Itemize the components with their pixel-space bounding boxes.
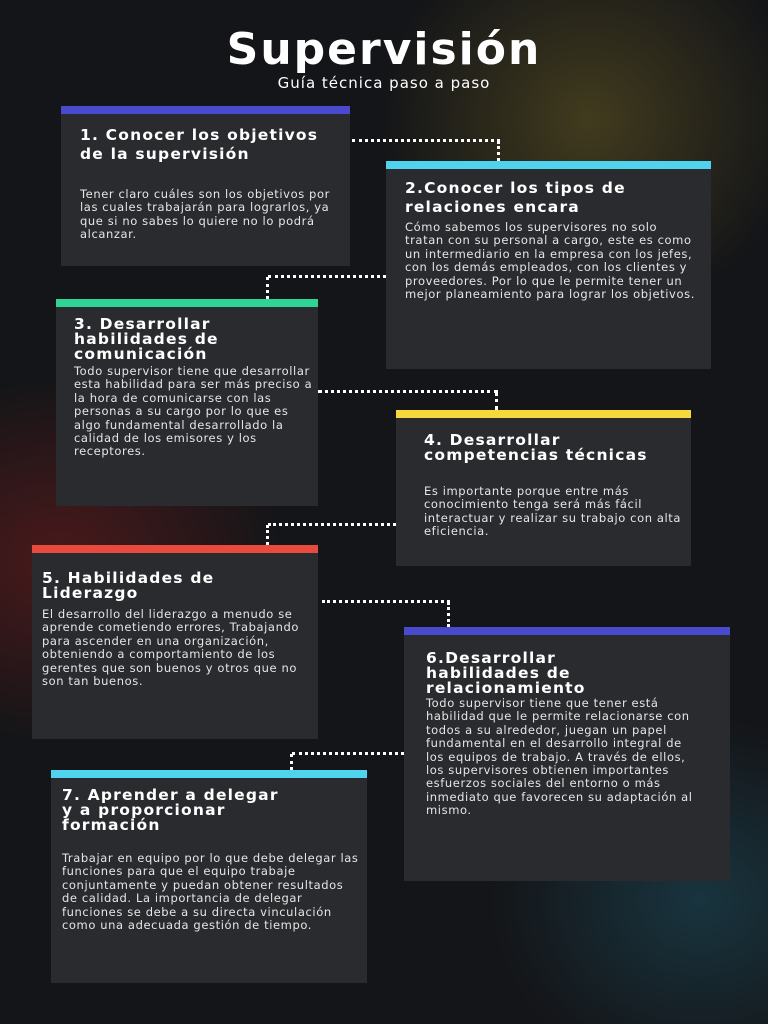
- step-1-text: Tener claro cuáles son los objetivos por las cuales trabajarán para lograrlos, ya que si no sabes lo quiere no lo podrá alcanzar.: [80, 187, 330, 242]
- step-card-4: [396, 410, 691, 566]
- step-5-accent-bar: [32, 545, 318, 553]
- connector-3-4-horizontal: [318, 390, 498, 393]
- step-7-accent-bar: [51, 770, 367, 778]
- step-6-text: Todo supervisor tiene que tener está habilidad que le permite relacionarse con todos a su alrededor, juegan un papel fundamental en el desarrollo integral de los equipos de trabajo. A través de ellos, los supervisores obtienen importantes esfuerzos sociales del entorno o más inmediato que favorecen su adaptación al mismo.: [426, 696, 693, 818]
- step-4-accent-bar: [396, 410, 691, 418]
- step-3-accent-bar: [56, 299, 318, 307]
- page-subtitle: Guía técnica paso a paso: [277, 74, 491, 92]
- step-4-title: 4. Desarrollar competencias técnicas: [424, 431, 648, 464]
- connector-1-2-vertical: [497, 141, 500, 161]
- step-5-title: 5. Habilidades de Liderazgo: [42, 569, 215, 602]
- step-3-title: 3. Desarrollar habilidades de comunicación: [74, 315, 219, 363]
- connector-4-5-vertical: [266, 525, 269, 545]
- step-4-text: Es importante porque entre más conocimiento tenga será más fácil interactuar y realizar su trabajo con alta eficiencia.: [424, 484, 682, 539]
- connector-1-2-horizontal: [352, 139, 500, 142]
- step-7-text: Trabajar en equipo por lo que debe delegar las funciones para que el equipo trabaje conjuntamente y puedan obtener resultados de calidad. La importancia de delegar funciones se debe a su directa vinculación como una adecuada gestión de tiempo.: [62, 851, 359, 933]
- connector-2-3-horizontal: [268, 275, 386, 278]
- step-card-7: [51, 770, 367, 983]
- connector-2-3-vertical: [266, 277, 269, 299]
- connector-5-6-vertical: [447, 602, 450, 627]
- page-title: Supervisión: [226, 24, 542, 75]
- connector-6-7-horizontal: [292, 752, 404, 755]
- step-6-accent-bar: [404, 627, 730, 635]
- step-7-title: 7. Aprender a delegar y a proporcionar formación: [62, 786, 279, 834]
- connector-3-4-vertical: [495, 392, 498, 410]
- step-card-1: [61, 106, 350, 266]
- step-1-accent-bar: [61, 106, 350, 114]
- step-2-accent-bar: [386, 161, 711, 169]
- step-5-text: El desarrollo del liderazgo a menudo se aprende cometiendo errores, Trabajando para ascender en una organización, obteniendo a comportamiento de los gerentes que son buenos y otros que no son tan buenos.: [42, 607, 299, 689]
- step-2-title: 2.Conocer los tipos de relaciones encara: [405, 179, 626, 216]
- step-6-title: 6.Desarrollar habilidades de relacionamiento: [426, 649, 586, 697]
- connector-5-6-horizontal: [322, 600, 450, 603]
- step-card-2: [386, 161, 711, 369]
- step-card-6: [404, 627, 730, 881]
- connector-4-5-horizontal: [268, 523, 396, 526]
- connector-6-7-vertical: [290, 754, 293, 770]
- step-card-3: [56, 299, 318, 506]
- step-1-title: 1. Conocer los objetivos de la supervisión: [80, 126, 319, 163]
- step-2-text: Cómo sabemos los supervisores no solo tratan con su personal a cargo, este es como un intermediario en la empresa con los jefes, con los demás empleados, con los clientes y proveedores. Por lo que le permite tener un mejor planeamiento para lograr los objetivos.: [405, 220, 695, 302]
- step-card-5: [32, 545, 318, 739]
- step-3-text: Todo supervisor tiene que desarrollar esta habilidad para ser más preciso a la hora de comunicarse con las personas a su cargo por lo que es algo fundamental desarrollado la calidad de los emisores y los receptores.: [74, 364, 313, 459]
